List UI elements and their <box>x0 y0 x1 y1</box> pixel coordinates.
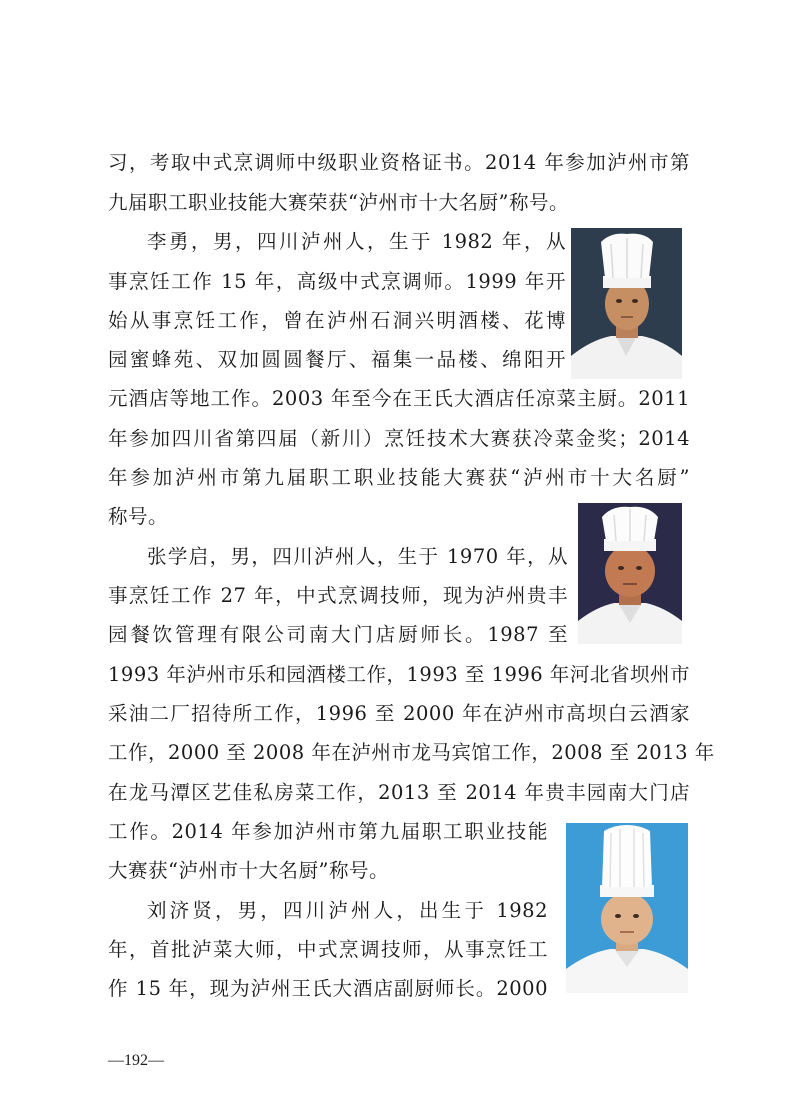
chef-portrait-photo <box>566 823 688 993</box>
text-line: 刘济贤，男，四川泸州人，出生于 1982 <box>147 899 548 922</box>
chef-portrait-photo <box>571 228 682 379</box>
text-line: 1993 年泸州市乐和园酒楼工作，1993 至 1996 年河北省坝州市 <box>108 663 690 686</box>
text-line: 李勇，男，四川泸州人，生于 1982 年，从 <box>147 230 566 253</box>
text-line: 习，考取中式烹调师中级职业资格证书。2014 年参加泸州市第 <box>108 151 690 174</box>
text-line: 工作。2014 年参加泸州市第九届职工职业技能 <box>108 820 548 843</box>
text-line: 作 15 年，现为泸州王氏大酒店副厨师长。2000 <box>108 977 548 1000</box>
text-line: 九届职工职业技能大赛荣获“泸州市十大名厨”称号。 <box>108 191 569 214</box>
text-line: 始从事烹饪工作，曾在泸州石洞兴明酒楼、花博 <box>108 309 566 332</box>
text-line: 年，首批泸菜大师，中式烹调技师，从事烹饪工 <box>108 938 548 961</box>
text-line: 张学启，男，四川泸州人，生于 1970 年，从 <box>147 545 568 568</box>
text-line: 工作，2000 至 2008 年在泸州市龙马宾馆工作，2008 至 2013 年 <box>108 741 715 764</box>
text-line: 采油二厂招待所工作，1996 至 2000 年在泸州市高坝白云酒家 <box>108 702 690 725</box>
chef-portrait-photo <box>578 503 682 644</box>
page-number: —192— <box>108 1052 164 1069</box>
text-line: 年参加四川省第四届（新川）烹饪技术大赛获冷菜金奖；2014 <box>108 427 690 450</box>
text-line: 事烹饪工作 27 年，中式烹调技师，现为泸州贵丰 <box>108 584 568 607</box>
text-line: 年参加泸州市第九届职工职业技能大赛获“泸州市十大名厨” <box>108 466 690 489</box>
text-line: 园餐饮管理有限公司南大门店厨师长。1987 至 <box>108 623 568 646</box>
text-line: 事烹饪工作 15 年，高级中式烹调师。1999 年开 <box>108 270 566 293</box>
text-line: 称号。 <box>108 505 169 528</box>
text-line: 元酒店等地工作。2003 年至今在王氏大酒店任凉菜主厨。2011 <box>108 387 690 410</box>
text-line: 大赛获“泸州市十大名厨”称号。 <box>108 859 389 882</box>
text-line: 园蜜蜂苑、双加圆圆餐厅、福集一品楼、绵阳开 <box>108 348 566 371</box>
text-line: 在龙马潭区艺佳私房菜工作，2013 至 2014 年贵丰园南大门店 <box>108 781 690 804</box>
